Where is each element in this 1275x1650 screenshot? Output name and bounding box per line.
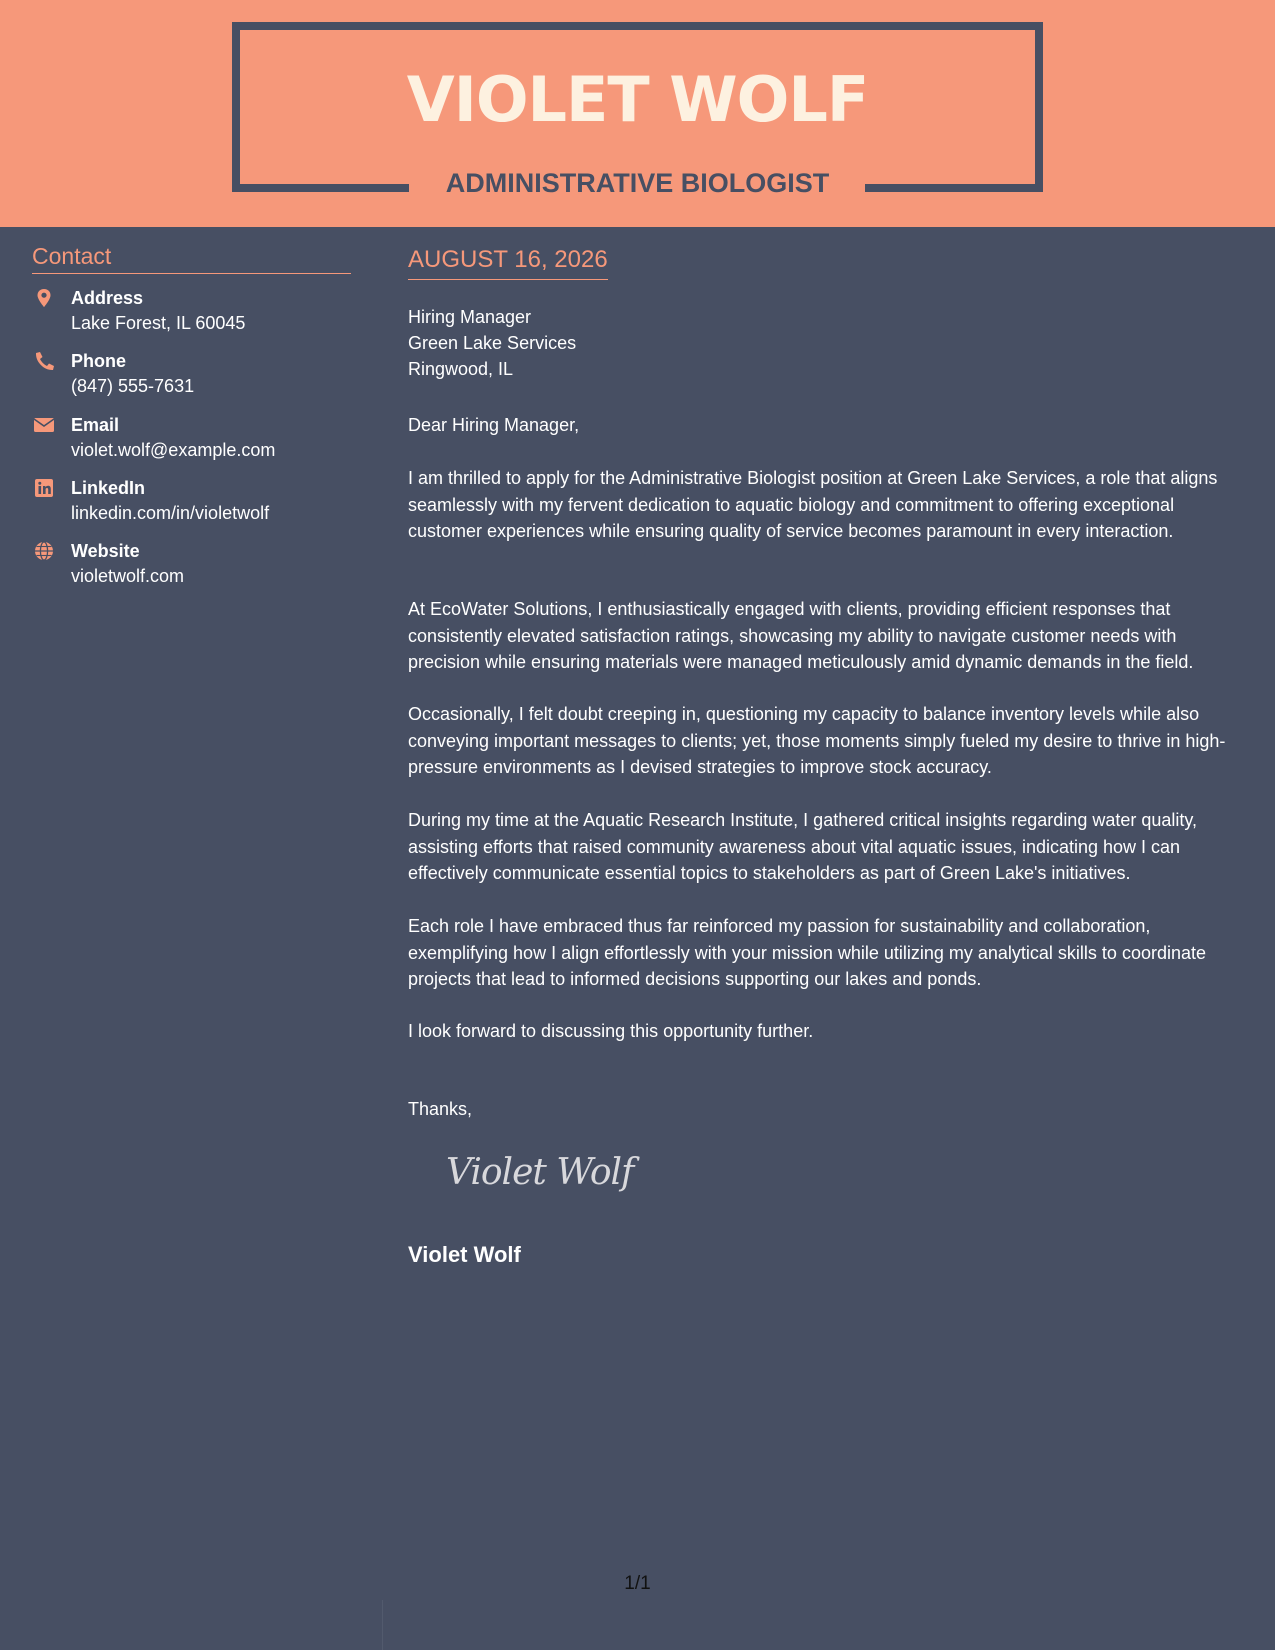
recipient-line: Green Lake Services bbox=[408, 333, 577, 353]
phone-icon bbox=[32, 351, 56, 371]
applicant-name: VIOLET WOLF bbox=[406, 63, 869, 136]
contact-value: violet.wolf@example.com bbox=[71, 440, 276, 460]
contact-label: LinkedIn bbox=[71, 478, 146, 498]
contact-value: linkedin.com/in/violetwolf bbox=[71, 503, 270, 523]
body-paragraph: I am thrilled to apply for the Administrative Biologist position at Green Lake Services, a role that aligns seamlessly with my fervent dedication to aquatic biology and commitment to offering exceptional customer experiences while ensuring quality of service becomes paramount in every interaction. bbox=[408, 468, 1218, 541]
envelope-icon bbox=[32, 415, 56, 435]
handwritten-signature: Violet Wolf bbox=[446, 1152, 634, 1193]
contact-label: Address bbox=[71, 288, 144, 308]
column-divider bbox=[382, 1600, 383, 1650]
contact-label: Email bbox=[71, 415, 120, 435]
contact-value: violetwolf.com bbox=[71, 566, 185, 586]
recipient-block bbox=[408, 304, 1238, 382]
linkedin-icon bbox=[32, 478, 56, 498]
map-pin-icon bbox=[32, 288, 56, 308]
contact-value: (847) 555-7631 bbox=[71, 376, 195, 396]
job-title: ADMINISTRATIVE BIOLOGIST bbox=[445, 168, 830, 198]
body-paragraph: Occasionally, I felt doubt creeping in, questioning my capacity to balance inventory levels while also conveying important messages to clients; yet, those moments simply fueled my desire to thrive in high-pressure environments as I devised strategies to improve stock accuracy. bbox=[408, 704, 1226, 777]
signer-name: Violet Wolf bbox=[408, 1242, 521, 1267]
letter-date: AUGUST 16, 2026 bbox=[408, 245, 608, 280]
salutation: Dear Hiring Manager, bbox=[408, 415, 580, 435]
contact-value: Lake Forest, IL 60045 bbox=[71, 313, 246, 333]
closing: Thanks, bbox=[408, 1099, 473, 1119]
body-paragraph: During my time at the Aquatic Research Institute, I gathered critical insights regarding water quality, assisting efforts that raised community awareness about vital aquatic issues, indicating how I can effectively communicate essential topics to stakeholders as part of Green Lake's initiatives. bbox=[408, 810, 1198, 883]
contact-label: Phone bbox=[71, 351, 127, 371]
globe-icon bbox=[32, 541, 56, 561]
contact-label: Website bbox=[71, 541, 140, 561]
page-number: 1/1 bbox=[624, 1573, 651, 1594]
contact-heading: Contact bbox=[32, 242, 351, 274]
body-paragraph: Each role I have embraced thus far reinforced my passion for sustainability and collaboration, exemplifying how I align effortlessly with your mission while utilizing my analytical skills to coordinate projects that lead to informed decisions supporting our lakes and ponds. bbox=[408, 916, 1207, 989]
header-banner bbox=[0, 0, 1275, 227]
body-paragraph: At EcoWater Solutions, I enthusiastically engaged with clients, providing efficient responses that consistently elevated satisfaction ratings, showcasing my ability to navigate customer needs with precision while ensuring materials were managed meticulously amid dynamic demands in the field. bbox=[408, 599, 1194, 672]
recipient-line: Ringwood, IL bbox=[408, 359, 514, 379]
body-paragraph: I look forward to discussing this opportunity further. bbox=[408, 1021, 814, 1041]
recipient-line: Hiring Manager bbox=[408, 307, 532, 327]
